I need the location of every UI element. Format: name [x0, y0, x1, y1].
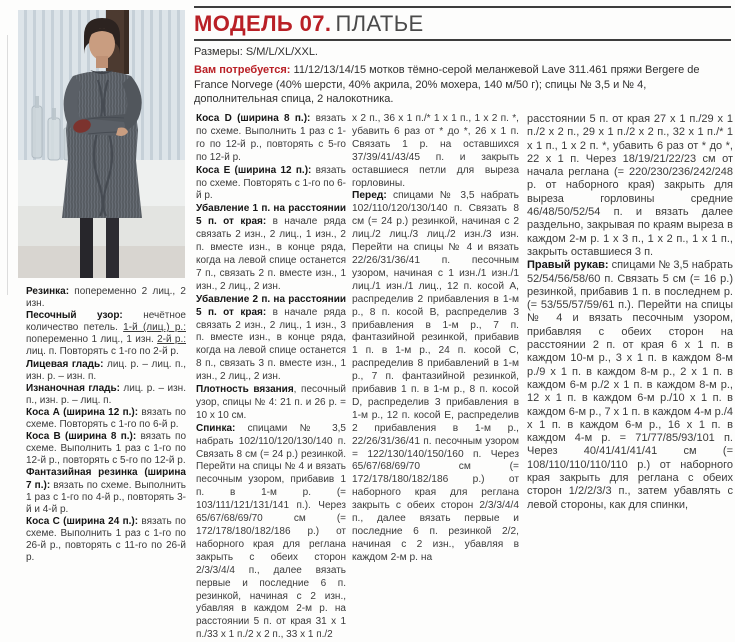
- paragraph-lead: Коса D (ширина 8 п.):: [196, 113, 311, 124]
- pattern-paragraph: [26, 431, 186, 467]
- paragraph-text: расстоянии 5 п. от края 27 х 1 п./29 х 1 п./2 х 2 п., 29 х 1 п./2 х 2 п., 32 х 1 п./* 1 х 1 п., 1 х 2 п. *, убавить 6 раз от * до *, 22 х 1 п. Через 18/19/21/22/23 см от начала реглана (= 220/230/236/242/248 р. от наборного края) закрыть для выреза горловины средние 46/48/50/52/54 п. и вязать далее раздельно, закрывая по краям выреза в каждом 2-м р. 1 х 3 п., 1 х 2 п., 1 х 1 п., закрыть оставшиеся 3 п.: [527, 113, 733, 258]
- pattern-paragraph: [196, 165, 346, 204]
- paragraph-lead: Коса А (ширина 12 п.):: [26, 406, 139, 418]
- paragraph-text: вязать по схеме. Выполнить 1 раз с 1-го по 26-й р., повторять с 11-го по 26-й р.: [26, 515, 186, 564]
- underlined-term: 1-й (лиц.) р.:: [123, 322, 186, 334]
- pattern-paragraph: [26, 286, 186, 310]
- pattern-paragraph: [196, 203, 346, 293]
- paragraph-lead: Плотность вязания: [196, 384, 294, 396]
- model-photo-illustration: [18, 10, 185, 278]
- paragraph-lead: Лицевая гладь:: [26, 358, 104, 370]
- paragraph-text: вязать по схеме. Выполнить 1 раз с 1-го по 4-й р., повторять 3-й и 4-й р.: [26, 479, 186, 515]
- pattern-paragraph: [196, 113, 346, 165]
- paragraph-text: спицами № 3,5 набрать 102/110/120/130/140 п. Связать 8 см (= 24 р.) резинкой. Перейти на спицы № 4 и вязать песочным узором, прибавив 1 п. в 1-м р. (= 103/111/121/131/141 п.). Через 65/67/68/69/70 см (= 172/178/180/182/186 р.) от наборного края для реглана закрыть с обеих сторон 2/3/3/4/4 п., далее вязать первые и последние 6 п. резинкой, начиная с 2 изн., убавляя в каждом 2-м р. на расстоянии 5 п. от края 31 х 1 п./33 х 1 п./2 х 2 п., 33 х 1 п./2: [196, 422, 346, 641]
- paragraph-text: попеременно 1 лиц., 1 изн.: [26, 334, 158, 346]
- pattern-paragraph: [196, 384, 346, 423]
- paragraph-lead: Спинка:: [196, 422, 236, 434]
- page-title: [194, 8, 731, 39]
- paragraph-text: спицами № 3,5 набрать 52/54/56/58/60 п. Связать 5 см (= 16 р.) резинкой, прибавив 1 п. в последнем р. (= 53/55/57/59/61 п.). Перейти на спицы № 4 и вязать песочным узором, прибавляя с обеих сторон на расстоянии 2 п. от края 6 х 1 п. в каждом 10-м р., 3 х 1 п. в каждом 8-м р./9 х 1 п. в каждом 8-м р., 2 х 1 п. в каждом 6-м р./2 х 1 п. в каждом 8-м р., 12 х 1 п. в каждом 6-м р./10 х 1 п. в каждом 6-м р., 7 х 1 п. в каждом 4-м р./4 х 1 п. в каждом 6-м р., 16 х 1 п. в каждом 4-м р. = 71/77/85/93/101 п. Через 40/41/41/41/41 см (= 108/110/110/110/110 р.) от наборного края закрыть для реглана с обеих сторон 1/2/2/3/3 п., затем убавлять с левой стороны, как для спинки,: [527, 259, 733, 511]
- paragraph-text: вязать по схеме. Выполнить 1 раз с 1-го по 12-й р., повторять с 5-го по 12-й р.: [196, 113, 346, 163]
- materials-label: Вам потребуется:: [194, 64, 291, 76]
- page-edge-line: [7, 35, 8, 295]
- header-bottom-rule: [194, 39, 731, 41]
- materials-text: 11/12/13/14/15 мотков тёмно-серой меланжевой Lave 311.461 пряжи Bergere de France Norvege (40% шерсти, 40% акрила, 20% мохера, 140 м/50 г); спицы № 3,5 и № 4, дополнительная спица, 2 налокотника.: [194, 64, 700, 106]
- pattern-column-3: [527, 113, 733, 512]
- model-number: МОДЕЛЬ 07.: [194, 11, 332, 36]
- pattern-paragraph: [196, 294, 346, 384]
- paragraph-text: лиц. р. – изн. п., изн. р. – лиц. п.: [26, 382, 186, 406]
- paragraph-text: лиц. п. Повторять с 1-го по 2-й р.: [26, 346, 179, 358]
- paragraph-lead: Перед:: [352, 190, 387, 202]
- pattern-paragraph: [26, 383, 186, 407]
- sizes-label: Размеры:: [194, 46, 243, 58]
- paragraph-lead: Резинка:: [26, 286, 70, 297]
- paragraph-text: спицами № 3,5 набрать 102/110/120/130/140 п. Связать 8 см (= 24 р.) резинкой, начиная с 2 лиц./2 лиц./3 лиц./2 изн./3 изн. Перейти на спицы № 4 и вязать 22/26/31/36/41 п. песочным узором, начиная с 1 изн./1 изн./1 лиц./1 изн./1 лиц., 12 п. косой А, распределив 2 прибавления в 1-м р., 8 п. косой В, распределив 3 прибавления в 1-м р., 7 п. фантазийной резинкой, прибавив 1 п. в 1-м р., 24 п. косой С, распределив 8 прибавлений в 1-м р., 7 п. фантазийной резинкой, прибавив 1 п. в 1-м р., 8 п. косой D, распределив 3 прибавления в 1-м р., 12 п. косой Е, распределив 2 прибавления в 1-м р., 22/26/31/36/41 п. песочным узором = 122/130/140/150/160 п. Через 65/67/68/69/70 см (= 172/178/180/182/186 р.) от наборного края для реглана закрыть с обеих сторон 2/3/3/4/4 п., далее вязать первые и последние 6 п. резинкой 2/2, начиная с 2 изн., убавляя в каждом 2-м р. на: [352, 190, 519, 563]
- pattern-paragraph: [352, 113, 519, 190]
- header: [194, 6, 731, 107]
- paragraph-lead: Убавление 2 п. на расстоянии 5 п. от края:: [196, 293, 346, 318]
- paragraph-lead: Фантазийная резинка (ширина 7 п.):: [26, 467, 186, 491]
- paragraph-lead: Песочный узор:: [26, 310, 123, 322]
- paragraph-lead: Коса Е (ширина 12 п.):: [196, 164, 312, 176]
- model-name: ПЛАТЬЕ: [335, 11, 424, 36]
- paragraph-text: х 2 п., 36 х 1 п./* 1 х 1 п., 1 х 2 п. *, убавить 6 раз от * до *, 26 х 1 п. Связать 1 р. на оставшихся 37/39/41/43/45 п. и закрыть оставшиеся петли для выреза горловины.: [352, 113, 519, 189]
- paragraph-text: лиц. р. – лиц. п., изн. р. – изн. п.: [26, 358, 186, 382]
- paragraph-text: попеременно 2 лиц., 2 изн.: [26, 286, 186, 310]
- pattern-paragraph: [26, 359, 186, 383]
- model-photo: [18, 10, 185, 278]
- pattern-paragraph: [26, 310, 186, 358]
- pattern-column-1: [196, 113, 346, 642]
- pattern-paragraph: [527, 113, 733, 259]
- paragraph-lead: Изнаночная гладь:: [26, 382, 120, 394]
- sizes-value: S/M/L/XL/XXL.: [245, 46, 318, 58]
- floor: [18, 246, 185, 278]
- pattern-column-2: [352, 113, 519, 565]
- paragraph-lead: Правый рукав:: [527, 259, 609, 272]
- underlined-term: 2-й р.:: [157, 334, 187, 346]
- paragraph-lead: Убавление 1 п. на расстоянии 5 п. от края:: [196, 203, 346, 228]
- leg-right: [106, 218, 119, 278]
- paragraph-lead: Коса С (ширина 24 п.):: [26, 515, 139, 527]
- pattern-paragraph: [26, 467, 186, 515]
- pattern-paragraph: [196, 423, 346, 642]
- pattern-paragraph: [26, 516, 186, 564]
- pattern-paragraph: [26, 407, 186, 431]
- paragraph-text: вязать по схеме. Повторять с 1-го по 6-й р.: [26, 406, 186, 431]
- wood-beam-shade: [124, 10, 129, 74]
- paragraph-lead: Коса В (ширина 8 п.):: [26, 431, 137, 443]
- paragraph-text: вязать по схеме. Выполнить 1 раз с 1-го по 12-й р., повторять с 5-го по 12-й р.: [26, 431, 187, 467]
- leg-left: [80, 218, 93, 278]
- paragraph-text: , песочный узор, спицы № 4: 21 п. и 26 р. = 10 х 10 см.: [196, 384, 346, 421]
- neck: [96, 56, 108, 68]
- sizes-line: [194, 46, 731, 59]
- pattern-paragraph: [527, 259, 733, 512]
- paragraph-text: нечётное количество петель.: [26, 310, 186, 334]
- paragraph-text: в начале ряда связать 2 изн., 2 лиц., 1 изн., 2 п. вместе изн., в конце ряда, когда на левой спице останется 7 п., связать 2 п. вместе изн., 1 изн., 2 лиц., 2 изн.: [196, 216, 346, 292]
- column-under-photo: [26, 286, 186, 564]
- paragraph-text: вязать по схеме. Повторять с 1-го по 6-й р.: [196, 164, 346, 202]
- pattern-paragraph: [352, 190, 519, 564]
- paragraph-text: в начале ряда связать 2 изн., 2 лиц., 1 изн., 3 п. вместе изн., в конце ряда, когда на левой спице останется 8 п., связать 3 п. вместе изн., 1 изн., 2 лиц., 2 изн.: [196, 306, 346, 383]
- materials-line: [194, 63, 731, 107]
